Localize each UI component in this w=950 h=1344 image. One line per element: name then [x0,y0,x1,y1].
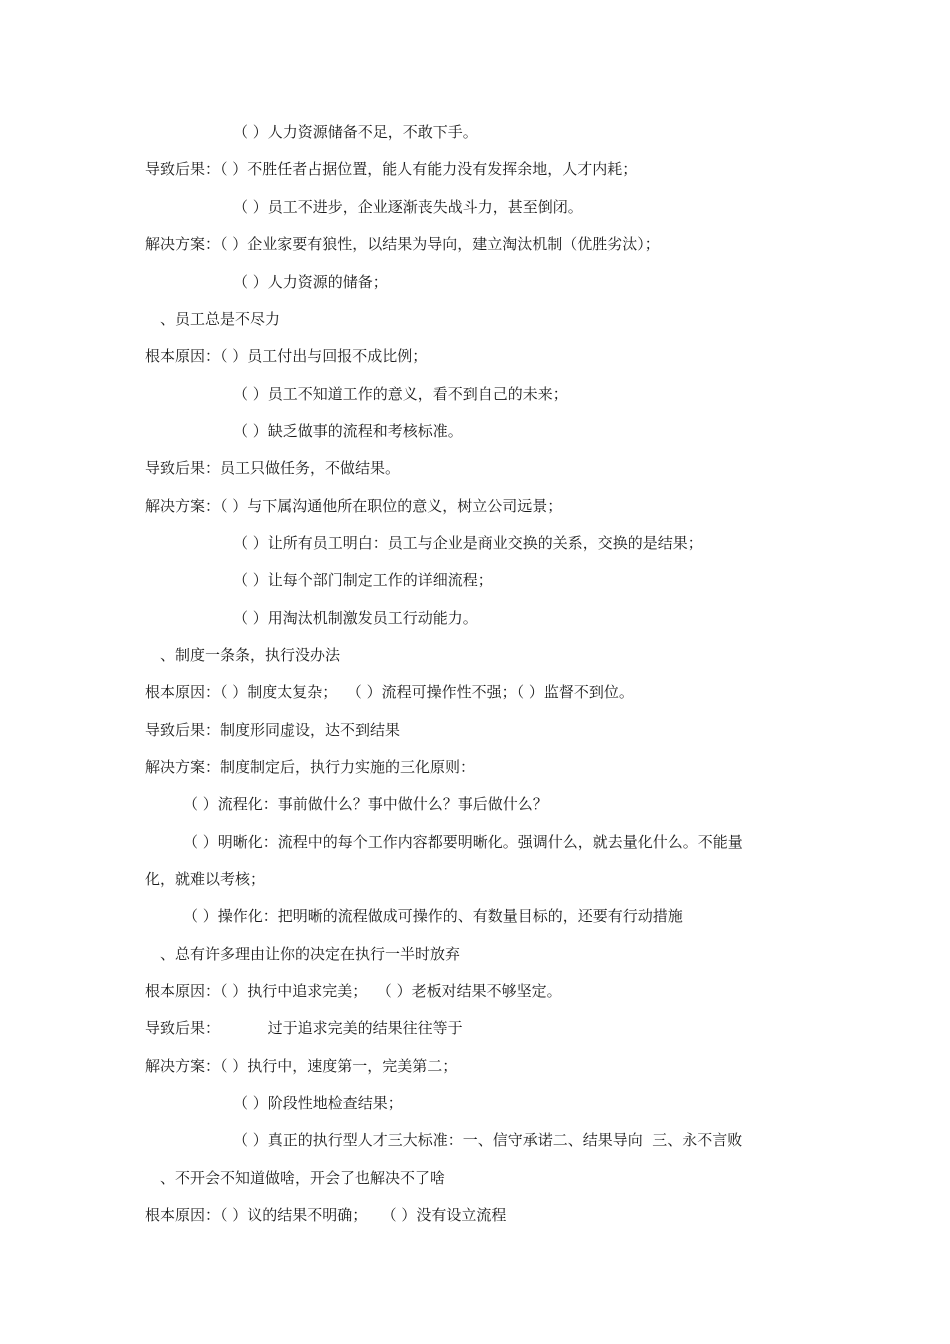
text-line: （ ）让所有员工明白：员工与企业是商业交换的关系，交换的是结果； [233,534,703,552]
text-line: （ ）阶段性地检查结果； [233,1094,403,1112]
text-line: （ ）人力资源的储备； [233,273,388,291]
text-line: （ ）用淘汰机制激发员工行动能力。 [233,609,478,627]
text-line: （ ）缺乏做事的流程和考核标准。 [233,422,463,440]
text-line: 导致后果：员工只做任务，不做结果。 [145,459,401,477]
text-line: （ ）员工不知道工作的意义，看不到自己的未来； [233,385,568,403]
text-line: （ ）员工不进步，企业逐渐丧失战斗力，甚至倒闭。 [233,198,583,216]
text-line: 解决方案：（ ）与下属沟通他所在职位的意义，树立公司远景； [145,497,563,515]
section-heading: 、总有许多理由让你的决定在执行一半时放弃 [160,945,461,963]
text-line: 解决方案：制度制定后，执行力实施的三化原则： [145,758,476,776]
text-line: （ ）明晰化：流程中的每个工作内容都要明晰化。强调什么，就去量化什么。不能量 [183,833,743,851]
text-line: 导致后果：（ ）不胜任者占据位置，能人有能力没有发挥余地，人才内耗； [145,160,638,178]
text-line: 化，就难以考核； [145,870,266,888]
text-line: （ ）流程化：事前做什么？事中做什么？事后做什么？ [183,795,548,813]
text-line: 解决方案：（ ）执行中，速度第一，完美第二； [145,1057,458,1075]
text-line: （ ）人力资源储备不足，不敢下手。 [233,123,478,141]
text-line: 根本原因：（ ）执行中追求完美； （ ）老板对结果不够坚定。 [145,982,562,1000]
section-heading: 、制度一条条，执行没办法 [160,646,341,664]
text-line: 导致后果：制度形同虚设，达不到结果 [145,721,401,739]
text-line: 根本原因：（ ）制度太复杂； （ ）流程可操作性不强；（ ）监督不到位。 [145,683,634,701]
text-line: 根本原因：（ ）议的结果不明确； （ ）没有设立流程 [145,1206,507,1224]
text-line: 导致后果： 过于追求完美的结果往往等于 [145,1019,463,1037]
section-heading: 、员工总是不尽力 [160,310,281,328]
text-line: 解决方案：（ ）企业家要有狼性，以结果为导向，建立淘汰机制（优胜劣汰）； [145,235,660,253]
text-line: （ ）让每个部门制定工作的详细流程； [233,571,493,589]
section-heading: 、不开会不知道做啥，开会了也解决不了啥 [160,1169,446,1187]
text-line: 根本原因：（ ）员工付出与回报不成比例； [145,347,428,365]
text-line: （ ）操作化：把明晰的流程做成可操作的、有数量目标的，还要有行动措施 [183,907,683,925]
text-line: （ ）真正的执行型人才三大标准：一、信守承诺二、结果导向 三、永不言败 [233,1131,743,1149]
